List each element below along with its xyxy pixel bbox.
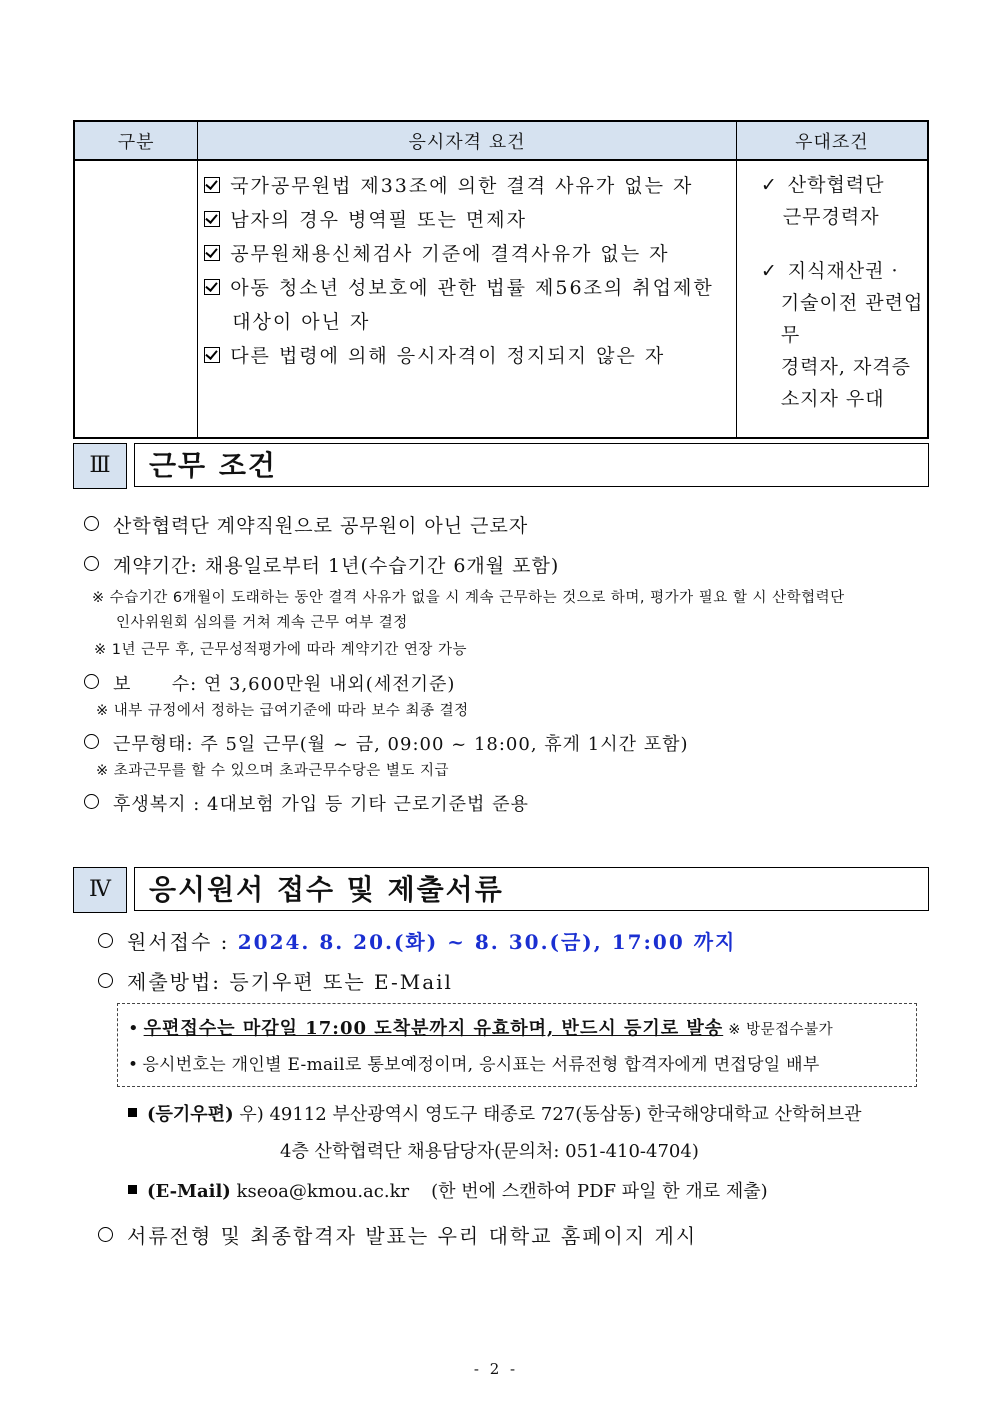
preferences-cell [736, 160, 928, 438]
section-number: Ⅳ [73, 867, 127, 913]
header-requirements: 응시자격 요건 [198, 121, 737, 160]
checkmark-icon: ✓ [760, 260, 778, 282]
section-title: 응시원서 접수 및 제출서류 [134, 867, 929, 911]
list-item: 산학협력단 계약직원으로 공무원이 아닌 근로자 [84, 511, 528, 538]
table-row [74, 160, 928, 438]
list-item: 다른 법령에 의해 응시자격이 정지되지 않은 자 [204, 339, 736, 373]
list-item: 보 수: 연 3,600만원 내외(세전기준) [84, 670, 455, 696]
requirements-table [73, 120, 929, 439]
circle-bullet-icon [84, 556, 99, 571]
checkbox-icon [204, 347, 220, 363]
list-item: (E-Mail) kseoa@kmou.ac.kr (한 번에 스캔하여 PDF 파일 한 개로 제출) [128, 1177, 768, 1203]
address-text: 4층 산학협력단 채용담당자(문의처: 051-410-4704) [280, 1141, 699, 1162]
list-item: 아동 청소년 성보호에 관한 법률 제56조의 취업제한 대상이 아닌 자 [204, 271, 736, 339]
list-item: 서류전형 및 최종합격자 발표는 우리 대학교 홈페이지 게시 [98, 1220, 697, 1249]
section-title: 근무 조건 [134, 443, 929, 487]
note-text: ※ 수습기간 6개월이 도래하는 동안 결격 사유가 없을 시 계속 근무하는 것으로 하며, 평가가 필요 할 시 산학협력단 [92, 590, 845, 606]
checkmark-icon: ✓ [760, 174, 778, 196]
list-item: 후생복지 : 4대보험 가입 등 기타 근로기준법 준용 [84, 790, 529, 816]
section-number: Ⅲ [73, 443, 127, 489]
checkbox-icon [204, 245, 220, 261]
list-item: 공무원채용신체검사 기준에 결격사유가 없는 자 [204, 237, 736, 271]
list-item: • 응시번호는 개인별 E-mail로 통보예정이며, 응시표는 서류전형 합격자에게 면접당일 배부 [128, 1055, 820, 1075]
circle-bullet-icon [84, 734, 99, 749]
list-item: • 우편접수는 마감일 17:00 도착분까지 유효하며, 반드시 등기로 발송 ※ 방문접수불가 [128, 1018, 834, 1039]
deadline-text: 2024. 8. 20.(화) ~ 8. 30.(금), 17:00 까지 [237, 930, 737, 954]
list-item: 국가공무원법 제33조에 의한 결격 사유가 없는 자 [204, 169, 736, 203]
category-cell [74, 160, 198, 438]
email-text: kseoa@kmou.ac.kr [230, 1181, 410, 1202]
list-item: 제출방법: 등기우편 또는 E-Mail [98, 966, 453, 995]
note-text: ※ 내부 규정에서 정하는 급여기준에 따라 보수 최종 결정 [96, 703, 469, 719]
list-item: (등기우편) 우) 49112 부산광역시 영도구 태종로 727(동삼동) 한국해양대학교 산학허브관 [128, 1100, 862, 1126]
preference-item: ✓ 산학협력단 근무경력자 [760, 174, 885, 228]
circle-bullet-icon [98, 1227, 113, 1242]
note-text: 인사위원회 심의를 거쳐 계속 근무 여부 결정 [116, 615, 408, 631]
list-item: 근무형태: 주 5일 근무(월 ~ 금, 09:00 ~ 18:00, 휴게 1시간 포함) [84, 730, 689, 756]
list-item: 계약기간: 채용일로부터 1년(수습기간 6개월 포함) [84, 551, 559, 578]
header-preferences: 우대조건 [736, 121, 928, 160]
page-number: - 2 - [473, 1360, 519, 1378]
circle-bullet-icon [84, 794, 99, 809]
requirements-cell [198, 160, 737, 438]
preference-item: ✓ 지식재산권 · 기술이전 관련업무 경력자, 자격증 소지자 우대 [760, 260, 924, 410]
list-item: 원서접수 : 2024. 8. 20.(화) ~ 8. 30.(금), 17:00 까지 [98, 926, 736, 955]
note-text: ※ 초과근무를 할 수 있으며 초과근무수당은 별도 지급 [96, 763, 450, 779]
square-bullet-icon [128, 1185, 137, 1194]
circle-bullet-icon [98, 973, 113, 988]
circle-bullet-icon [98, 933, 113, 948]
checkbox-icon [204, 211, 220, 227]
list-item: 남자의 경우 병역필 또는 면제자 [204, 203, 736, 237]
checkbox-icon [204, 177, 220, 193]
note-text: ※ 1년 근무 후, 근무성적평가에 따라 계약기간 연장 가능 [94, 642, 468, 658]
table-header-row [74, 121, 928, 160]
checkbox-icon [204, 279, 220, 295]
circle-bullet-icon [84, 516, 99, 531]
circle-bullet-icon [84, 674, 99, 689]
square-bullet-icon [128, 1108, 137, 1117]
header-category: 구분 [74, 121, 198, 160]
